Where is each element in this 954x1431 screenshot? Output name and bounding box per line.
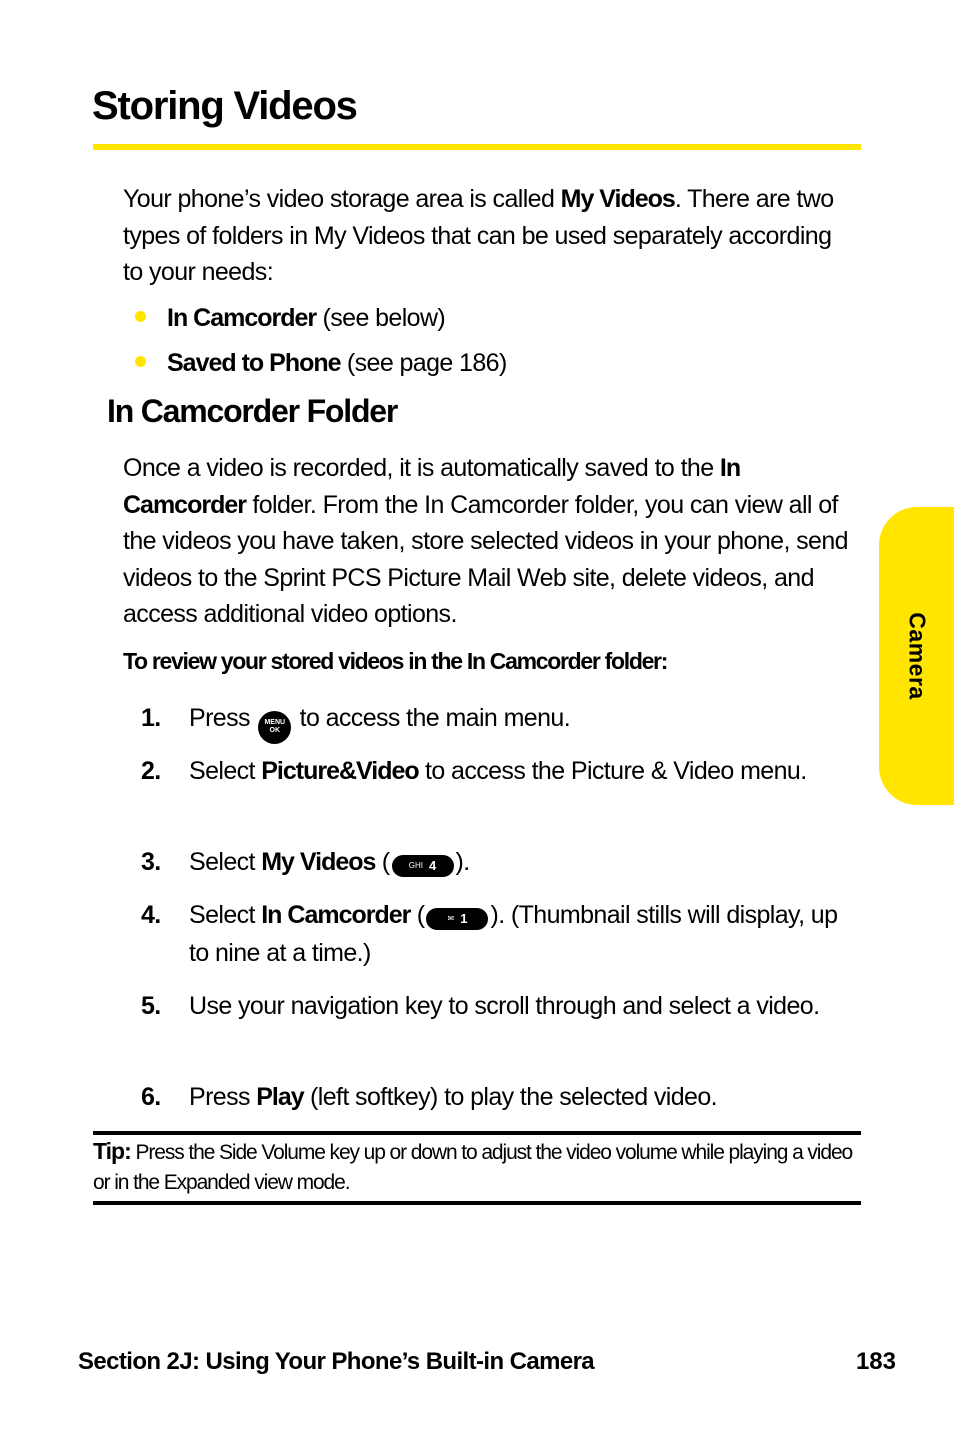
step-4: 4. Select In Camcorder ( ✉ 1 ). (Thumbnail stills will display, up to nine at a time.) [141,901,838,967]
page-title: Storing Videos [92,84,357,128]
tip-box: Tip: Press the Side Volume key up or down to adjust the video volume while playing a video or in the Expanded view mode. [93,1138,853,1194]
bullet-saved-to-phone: Saved to Phone (see page 186) [135,345,507,381]
tip-top-rule [93,1131,861,1135]
bullet-dot-icon [135,311,146,322]
footer-section: Section 2J: Using Your Phone’s Built-in Camera [78,1348,595,1375]
key-1-icon: ✉ 1 [426,908,488,930]
steps-heading: To review your stored videos in the In Camcorder folder: [123,648,668,674]
step-5: 5. Use your navigation key to scroll through and select a video. [141,992,820,1020]
title-rule [93,144,861,150]
tip-bottom-rule [93,1201,861,1205]
side-tab-label: Camera [904,612,930,700]
step-1: 1. Press MENU OK to access the main menu. [141,699,861,744]
step-3: 3. Select My Videos ( GHI 4 ). [141,848,470,876]
page-number: 183 [855,1348,896,1375]
step-6: 6. Press Play (left softkey) to play the selected video. [141,1083,717,1111]
side-tab [879,507,954,805]
menu-ok-key-icon: MENU OK [258,711,291,744]
bullet-dot-icon [135,356,146,367]
step-2: 2. Select Picture&Video to access the Picture & Video menu. [141,757,807,785]
key-4-icon: GHI 4 [392,855,454,877]
section-heading: In Camcorder Folder [107,393,398,429]
bullet-in-camcorder: In Camcorder (see below) [135,300,445,336]
section-body: Once a video is recorded, it is automatically saved to the In Camcorder folder. From the In Camcorder folder, you can view all of the videos you have taken, store selected videos in your phone, send videos to the Sprint PCS Picture Mail Web site, delete videos, and access additional video options. [123,454,848,628]
intro-paragraph: Your phone’s video storage area is called My Videos. There are two types of folders in My Videos that can be used separately according to your needs: [123,185,834,286]
